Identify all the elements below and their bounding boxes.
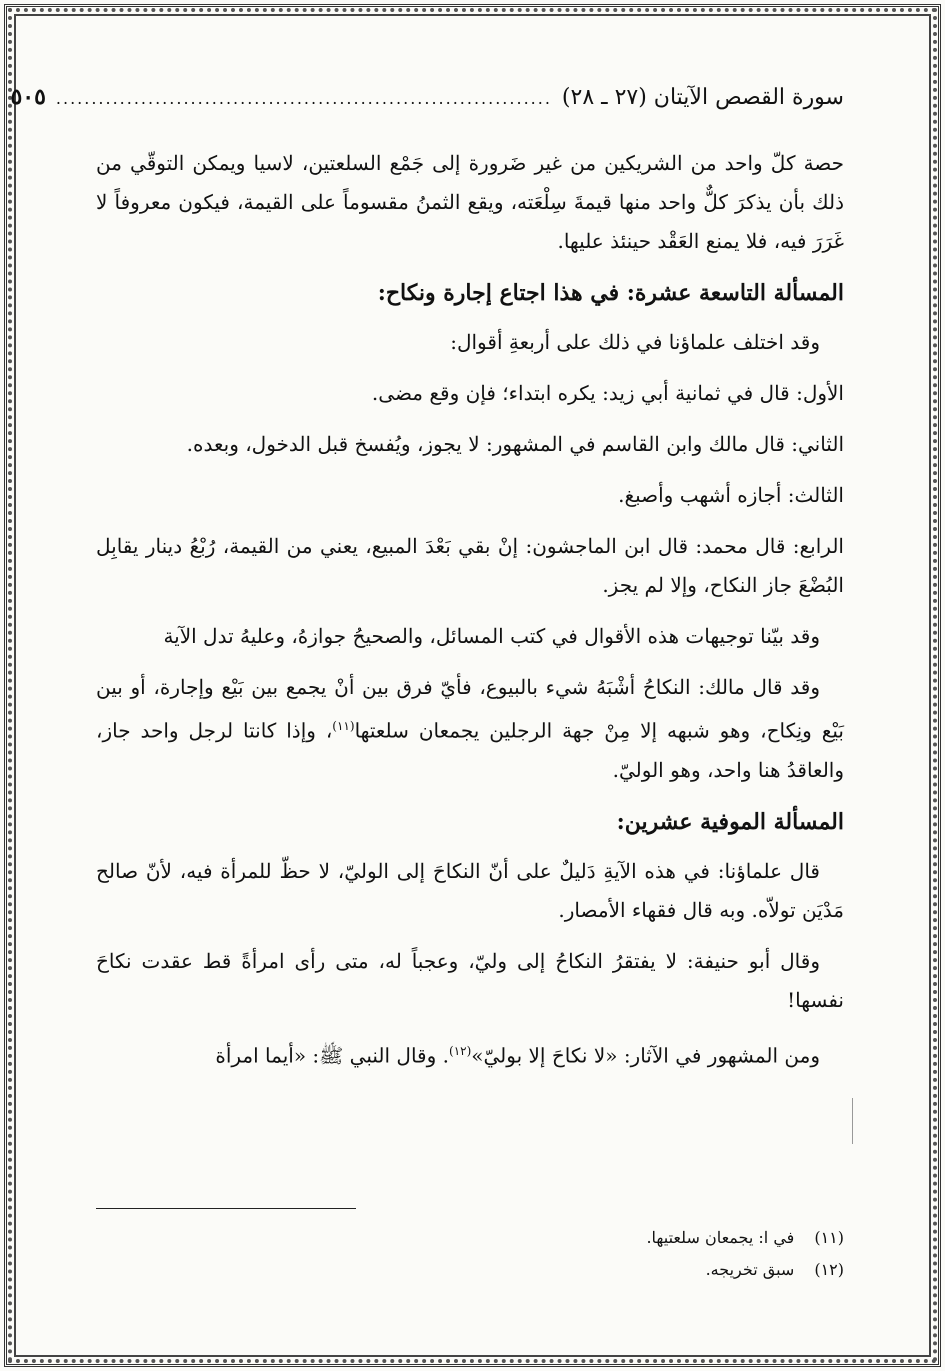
footnote-number: (١٢): [814, 1260, 844, 1279]
paragraph-9: قال علماؤنا: في هذه الآيةِ دَليلٌ على أنّ النكاحَ إلى الوليّ، لا حظّ للمرأة فيه، لأنّ صالح مَدْيَن تولاّه. وبه قال فقهاء الأمصار.: [96, 858, 844, 922]
paragraph-10: وقال أبو حنيفة: لا يفتقرُ النكاحُ إلى وليّ، وعجباً له، متى رأى امرأةً قط عقدت نكاحَ نفسها!: [96, 948, 844, 1012]
footnotes: [96, 1222, 844, 1286]
footnote-number: (١١): [814, 1228, 844, 1247]
paragraph-8-part-b: ، وإذا كانتا لرجل واحد جاز، والعاقدُ هنا واحد، وهو الوليّ.: [96, 718, 844, 782]
section-heading-19: المسألة التاسعة عشرة: في هذا اجتاع إجارة ونكاح:: [377, 280, 844, 306]
footnote-separator: [96, 1208, 356, 1209]
section-heading-20: المسألة الموفية عشرين:: [616, 808, 844, 835]
paragraph-11: [96, 1032, 844, 1076]
paragraph-11-part-a: ومن المشهور في الآثار: «لا نكاحَ إلا بوليّ»: [471, 1043, 820, 1068]
paragraph-8: [96, 668, 844, 790]
paragraph-2: وقد اختلف علماؤنا في ذلك على أربعةِ أقوال:: [450, 330, 820, 354]
footnote-item: [96, 1222, 844, 1254]
header-title: سورة القصص الآيتان (٢٧ ـ ٢٨): [561, 85, 844, 110]
paragraph-3: الأول: قال في ثمانية أبي زيد: يكره ابتداء؛ فإن وقع مضى.: [371, 381, 844, 405]
paragraph-6: الرابع: قال محمد: قال ابن الماجشون: إنْ بقي بَعْدَ المبيع، يعني من القيمة، رُبْعُ دينار يقابِل البُضْعَ جاز النكاح، وإلا لم يجز.: [96, 534, 844, 597]
paragraph-5: الثالث: أجازه أشهب وأصبغ.: [618, 483, 844, 507]
page-number: ٥٠٥: [10, 84, 46, 110]
paragraph-11-part-b: . وقال النبي ﷺ: «أيما امرأة: [215, 1043, 449, 1068]
footnote-ref-11: (١١): [332, 719, 355, 733]
footnote-item: [96, 1254, 844, 1286]
footnote-text: في ا: يجمعان سلعتيها.: [646, 1228, 795, 1247]
paragraph-4: الثاني: قال مالك وابن القاسم في المشهور: لا يجوز، ويُفسخ قبل الدخول، وبعده.: [186, 432, 844, 456]
margin-mark: [852, 1098, 853, 1144]
running-header: [10, 84, 844, 110]
footnote-text: سبق تخريجه.: [705, 1260, 795, 1279]
paragraph-1: حصة كلّ واحد من الشريكين من غير ضَرورة إلى جَمْع السلعتين، لاسيا ويمكن التوقّي من ذلك بأن يذكرَ كلٌّ واحد منها قيمةَ سِلْعَته، ويقع الثمنُ مقسوماً على القيمة، فيكون معروفاً لا غَرَرَ فيه، فلا يمنع العَقْد حينئذ عليها.: [96, 151, 844, 253]
body-text: [96, 144, 844, 1087]
header-leader-dots: ......................................................................: [55, 89, 552, 108]
footnote-ref-12: (١٢): [449, 1043, 472, 1058]
paragraph-7: وقد بيّنا توجيهات هذه الأقوال في كتب المسائل، والصحيحُ جوازهُ، وعليهُ تدل الآية: [163, 624, 820, 648]
paragraph-8-part-a: وقد قال مالك: النكاحُ أشْبَهُ شيء بالبيوع، فأيّ فرق بين أنْ يجمع بين بَيْع وإجارة، أو بين بَيْع ونِكاح، وهو شبهه إلا مِنْ جهة الرجلين يجمعان سلعتها: [96, 675, 844, 743]
book-page: [10, 72, 844, 1312]
